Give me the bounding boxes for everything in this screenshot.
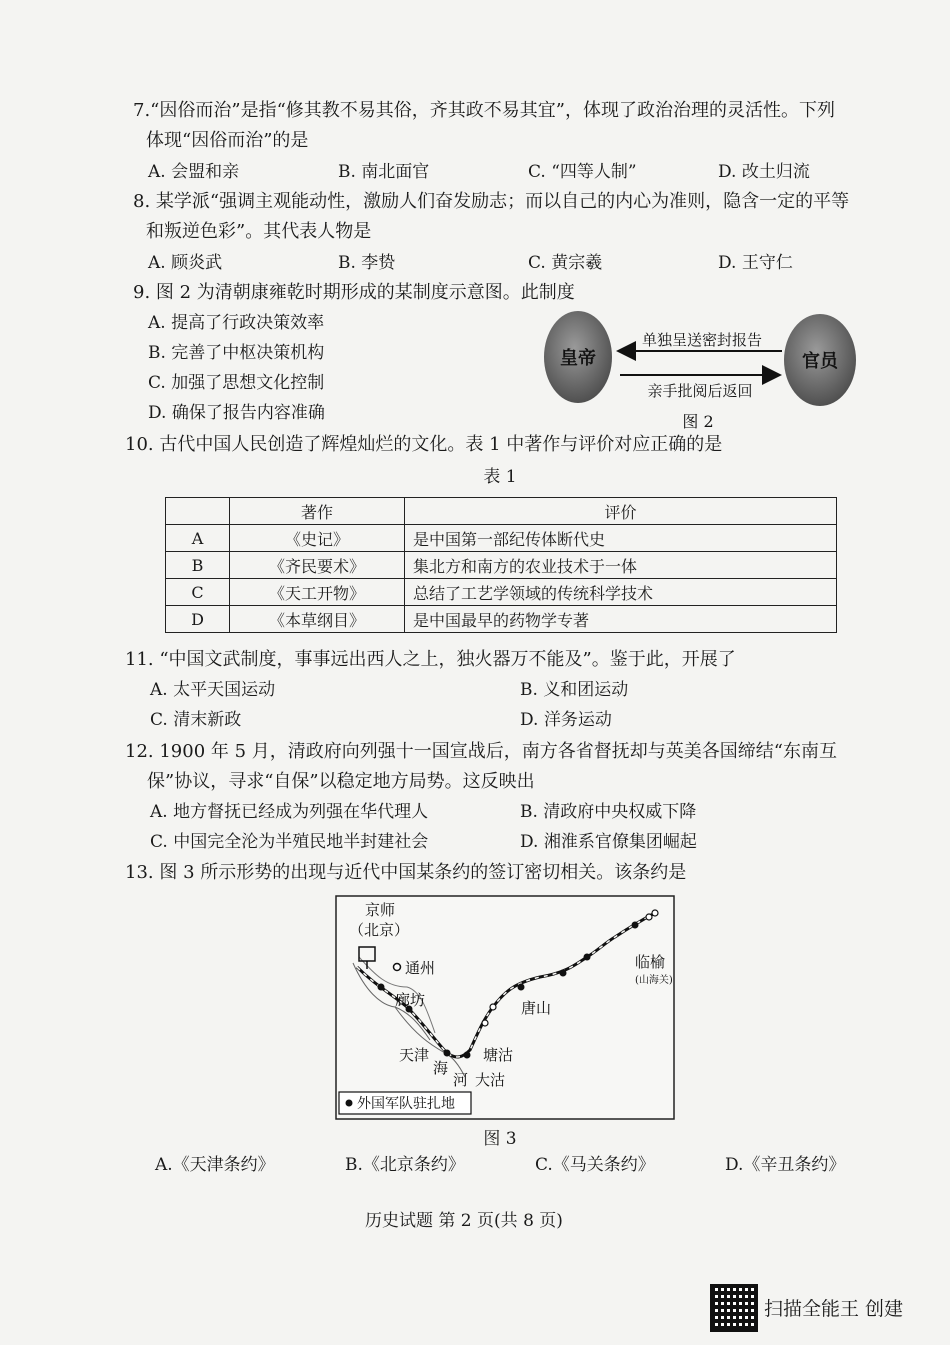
option-b[interactable]: B. 义和团运动 [520, 680, 629, 700]
book-title: 《天工开物》 [230, 579, 405, 606]
question-7-line-1: 7.“因俗而治”是指“修其教不易其俗，齐其政不易其宜”，体现了政治治理的灵活性。下列 [133, 100, 835, 121]
option-b[interactable]: B. 完善了中枢决策机构 [148, 343, 325, 363]
legend-dot [346, 1100, 353, 1107]
question-11-options-row-2 [150, 705, 612, 735]
option-c[interactable]: C. 黄宗羲 [528, 253, 603, 273]
question-11-line-1: 11. “中国文武制度，事事远出西人之上，独火器万不能及”。鉴于此，开展了 [125, 649, 736, 670]
station [490, 1004, 496, 1010]
table-header-row [166, 498, 837, 525]
garrison-dot [632, 922, 639, 929]
option-a[interactable]: A. 顾炎武 [148, 253, 223, 273]
question-7-line-2: 体现“因俗而治”的是 [146, 130, 309, 151]
row-label: B [166, 552, 230, 579]
figure-2-diagram [540, 305, 860, 435]
question-13-line-1: 13. 图 3 所示形势的出现与近代中国某条约的签订密切相关。该条约是 [125, 862, 687, 883]
option-b[interactable]: B.《北京条约》 [345, 1155, 465, 1175]
shanhaiguan-label: (山海关) [635, 975, 673, 986]
question-7-options [148, 157, 810, 187]
page-footer: 历史试题 第 2 页(共 8 页) [365, 1211, 563, 1231]
garrison-dot [560, 970, 567, 977]
tongzhou-marker [394, 964, 401, 971]
evaluation: 是中国最早的药物学专著 [405, 606, 837, 633]
langfang-label: 廊坊 [395, 991, 426, 1009]
option-a[interactable]: A. 地方督抚已经成为列强在华代理人 [150, 802, 429, 822]
question-9 [133, 278, 575, 308]
option-a[interactable]: A. 提高了行政决策效率 [148, 313, 325, 333]
station [482, 1020, 488, 1026]
row-label: A [166, 525, 230, 552]
tianjin-label: 天津 [399, 1046, 430, 1064]
figure-2-caption: 图 2 [682, 412, 714, 431]
garrison-dot [444, 1050, 451, 1057]
question-12 [125, 737, 837, 797]
book-title: 《齐民要术》 [230, 552, 405, 579]
question-12-options-row-1 [150, 797, 696, 827]
station [652, 910, 658, 916]
book-title: 《史记》 [230, 525, 405, 552]
question-8-options [148, 248, 793, 278]
tangshan-label: 唐山 [521, 999, 552, 1017]
option-a[interactable]: A.《天津条约》 [155, 1155, 275, 1175]
garrison-dot [378, 984, 385, 991]
question-7 [133, 96, 835, 156]
book-title: 《本草纲目》 [230, 606, 405, 633]
evaluation: 总结了工艺学领域的传统科学技术 [405, 579, 837, 606]
dagu-label: 大沽 [475, 1071, 506, 1089]
haihe-label-2: 河 [453, 1071, 469, 1089]
header-cell [166, 498, 230, 525]
header-cell: 评价 [405, 498, 837, 525]
option-b[interactable]: B. 南北面官 [338, 162, 430, 182]
option-c[interactable]: C. 中国完全沦为半殖民地半封建社会 [150, 832, 429, 852]
question-13-options [155, 1150, 845, 1180]
row-label: D [166, 606, 230, 633]
option-d[interactable]: D. 湘淮系官僚集团崛起 [520, 832, 697, 852]
question-8-line-1: 8. 某学派“强调主观能动性，激励人们奋发励志；而以自己的内心为准则，隐含一定的平等 [133, 191, 850, 212]
question-11-options-row-1 [150, 675, 628, 705]
row-label: C [166, 579, 230, 606]
question-10-line-1: 10. 古代中国人民创造了辉煌灿烂的文化。表 1 中著作与评价对应正确的是 [125, 434, 723, 455]
garrison-dot [464, 1052, 471, 1059]
table-row [166, 525, 837, 552]
official-label: 官员 [802, 351, 838, 372]
figure-3-caption: 图 3 [483, 1129, 517, 1149]
table-1 [165, 497, 837, 633]
option-b[interactable]: B. 清政府中央权威下降 [520, 802, 697, 822]
tanggu-label: 塘沽 [483, 1046, 514, 1064]
option-c[interactable]: C. 清末新政 [150, 710, 242, 730]
station [646, 914, 652, 920]
qr-code-icon [712, 1286, 756, 1330]
top-arrow-label: 单独呈送密封报告 [641, 331, 763, 349]
table-row [166, 579, 837, 606]
table-row [166, 606, 837, 633]
garrison-dot [584, 954, 591, 961]
figure-3-map [335, 895, 675, 1120]
header-cell: 著作 [230, 498, 405, 525]
option-d[interactable]: D.《辛丑条约》 [725, 1155, 846, 1175]
table-1-caption: 表 1 [483, 467, 517, 487]
question-9-options [148, 308, 325, 428]
bottom-arrow-label: 亲手批阅后返回 [647, 382, 753, 400]
table-row [166, 552, 837, 579]
option-c[interactable]: C. “四等人制” [528, 162, 637, 182]
question-13 [125, 858, 686, 888]
question-12-options-row-2 [150, 827, 697, 857]
question-12-line-1: 12. 1900 年 5 月，清政府向列强十一国宣战后，南方各省督抚却与英美各国缔结“东南互 [125, 741, 837, 762]
question-8-line-2: 和叛逆色彩”。其代表人物是 [146, 221, 372, 242]
option-d[interactable]: D. 洋务运动 [520, 710, 612, 730]
option-d[interactable]: D. 改土归流 [718, 162, 810, 182]
tongzhou-label: 通州 [405, 959, 436, 977]
option-a[interactable]: A. 会盟和亲 [148, 162, 240, 182]
garrison-dot [518, 984, 525, 991]
haihe-label-1: 海 [433, 1059, 449, 1077]
option-c[interactable]: C.《马关条约》 [535, 1155, 655, 1175]
option-d[interactable]: D. 确保了报告内容准确 [148, 403, 325, 423]
legend-label: 外国军队驻扎地 [357, 1096, 455, 1112]
evaluation: 集北方和南方的农业技术于一体 [405, 552, 837, 579]
emperor-label: 皇帝 [560, 348, 596, 369]
option-b[interactable]: B. 李贽 [338, 253, 396, 273]
evaluation: 是中国第一部纪传体断代史 [405, 525, 837, 552]
question-12-line-2: 保”协议，寻求“自保”以稳定地方局势。这反映出 [147, 771, 535, 792]
linyu-label: 临榆 [635, 953, 666, 971]
question-9-line-1: 9. 图 2 为清朝康雍乾时期形成的某制度示意图。此制度 [133, 282, 575, 303]
option-a[interactable]: A. 太平天国运动 [150, 680, 276, 700]
question-11 [125, 645, 736, 675]
watermark-text: 扫描全能王 创建 [764, 1298, 904, 1320]
option-c[interactable]: C. 加强了思想文化控制 [148, 373, 325, 393]
capital-name: 京师 [365, 901, 396, 919]
question-10 [125, 430, 722, 460]
option-d[interactable]: D. 王守仁 [718, 253, 793, 273]
question-8 [133, 187, 849, 247]
capital-alt-name: （北京） [349, 921, 410, 939]
